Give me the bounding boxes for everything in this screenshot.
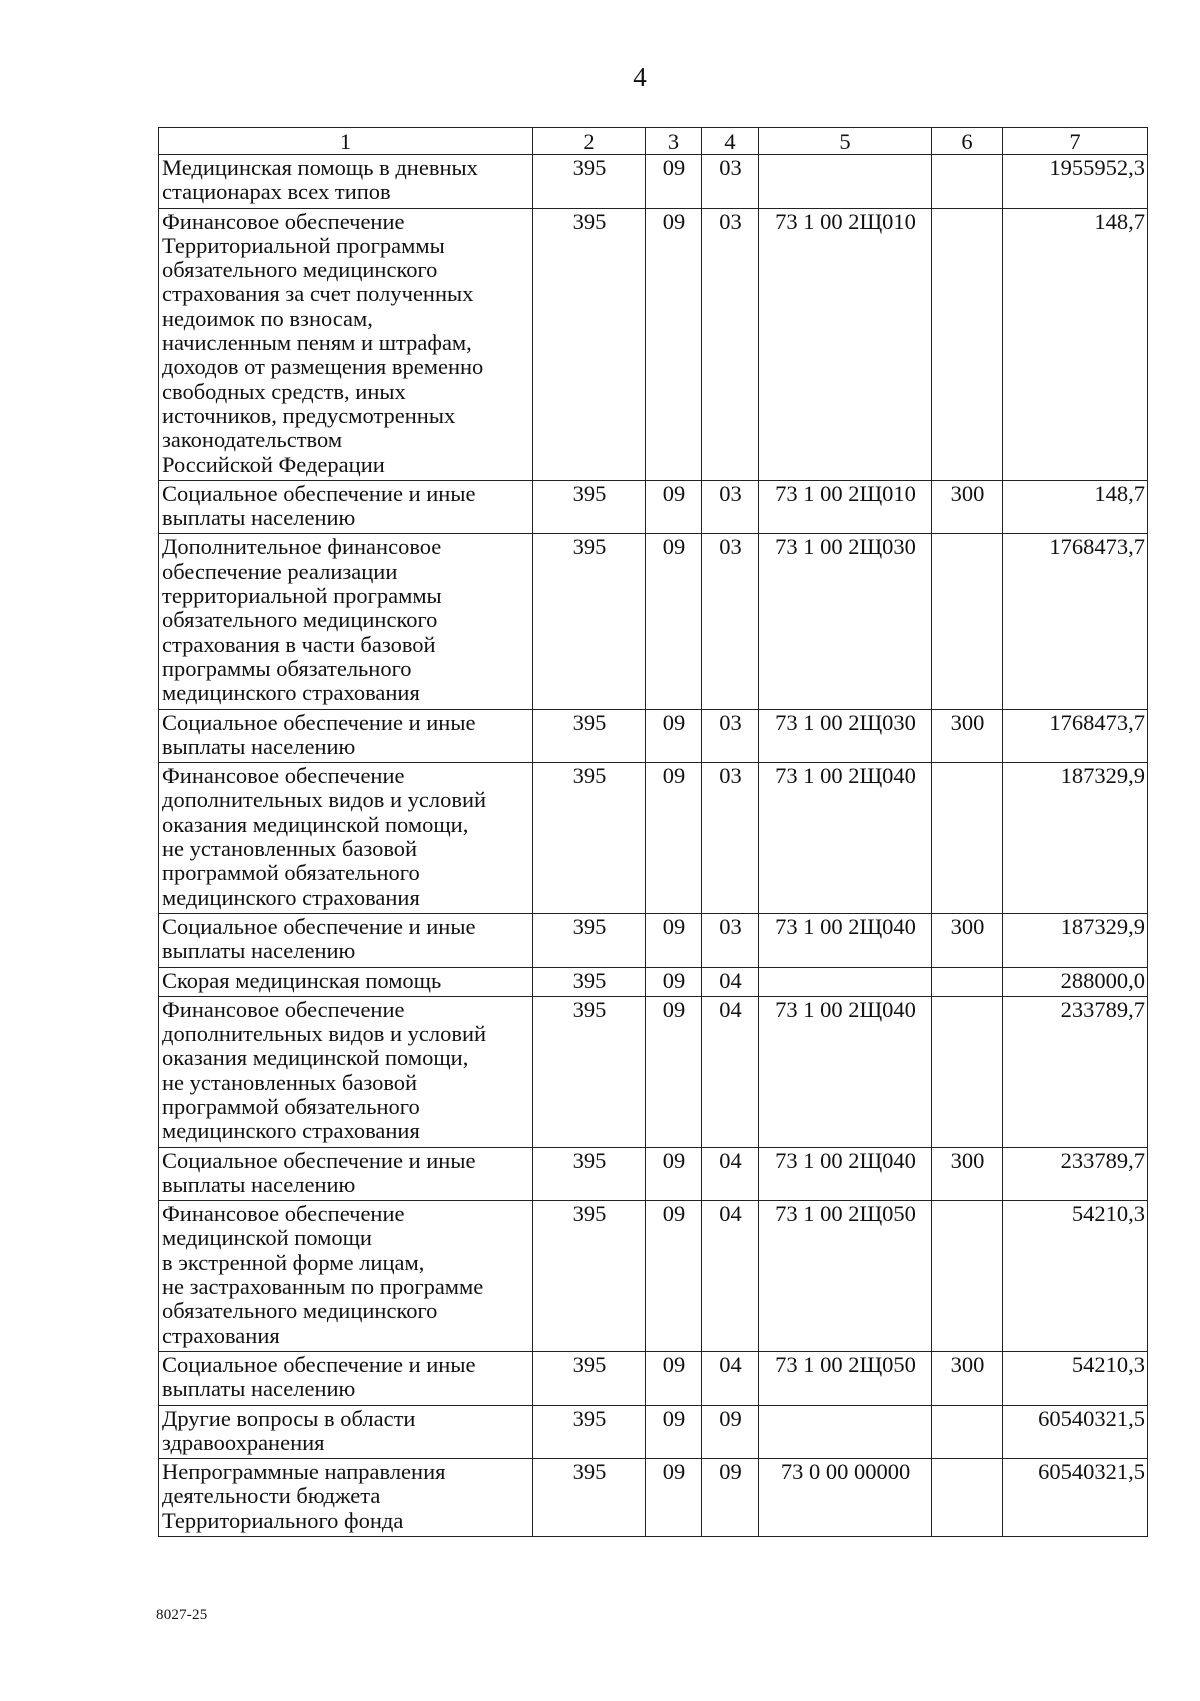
column-4-cell: 03 — [702, 913, 759, 967]
column-4-cell: 04 — [702, 1351, 759, 1405]
column-6-cell — [932, 155, 1003, 209]
column-6-cell — [932, 1405, 1003, 1459]
table-body — [159, 155, 1148, 1537]
row-name-line: дополнительных видов и условий — [162, 787, 487, 813]
column-4-cell: 04 — [702, 996, 759, 1147]
row-name-line: оказания медицинской помощи, — [162, 1045, 469, 1071]
row-name-line: обязательного медицинского — [162, 1298, 438, 1324]
row-name-cell — [159, 534, 533, 709]
column-2-cell: 395 — [533, 1459, 646, 1537]
column-5-cell: 73 1 00 2Щ030 — [759, 534, 932, 709]
column-3-cell: 09 — [646, 709, 702, 763]
row-name-line: законодательством — [162, 427, 343, 453]
budget-table — [158, 127, 1148, 1537]
table-row — [159, 763, 1148, 914]
column-4-cell: 03 — [702, 763, 759, 914]
row-name-cell — [159, 1201, 533, 1352]
column-6-cell — [932, 763, 1003, 914]
row-name-line: Территориальной программы — [162, 232, 445, 258]
row-name-line: страхования в части базовой — [162, 631, 436, 657]
amount-cell: 148,7 — [1003, 208, 1148, 480]
row-name-line: стационарах всех типов — [162, 179, 391, 205]
column-3-cell: 09 — [646, 155, 702, 209]
column-4-cell: 09 — [702, 1459, 759, 1537]
column-5-cell: 73 1 00 2Щ010 — [759, 480, 932, 534]
row-name-line: медицинской помощи — [162, 1225, 372, 1251]
row-name-line: оказания медицинской помощи, — [162, 811, 469, 837]
row-name-line: Социальное обеспечение и иные — [162, 913, 476, 939]
table-row — [159, 1405, 1148, 1459]
row-name-line: Социальное обеспечение и иные — [162, 1351, 476, 1377]
column-header: 7 — [1003, 128, 1148, 155]
row-name-cell — [159, 1147, 533, 1201]
row-name-cell — [159, 763, 533, 914]
amount-cell: 1768473,7 — [1003, 534, 1148, 709]
column-3-cell: 09 — [646, 1147, 702, 1201]
row-name-line: программой обязательного — [162, 1093, 420, 1119]
row-name-line: не установленных базовой — [162, 1069, 418, 1095]
row-name-cell — [159, 996, 533, 1147]
row-name-line: страхования за счет полученных — [162, 281, 474, 307]
column-6-cell — [932, 967, 1003, 996]
column-2-cell: 395 — [533, 480, 646, 534]
column-3-cell: 09 — [646, 1351, 702, 1405]
column-6-cell — [932, 534, 1003, 709]
row-name-line: выплаты населению — [162, 938, 356, 964]
column-6-cell: 300 — [932, 1147, 1003, 1201]
row-name-line: территориальной программы — [162, 583, 442, 609]
column-2-cell: 395 — [533, 967, 646, 996]
amount-cell: 54210,3 — [1003, 1351, 1148, 1405]
column-6-cell — [932, 1201, 1003, 1352]
column-2-cell: 395 — [533, 1201, 646, 1352]
column-6-cell — [932, 208, 1003, 480]
table-row — [159, 208, 1148, 480]
amount-cell: 187329,9 — [1003, 913, 1148, 967]
column-3-cell: 09 — [646, 763, 702, 914]
row-name-line: медицинского страхования — [162, 884, 420, 910]
column-2-cell: 395 — [533, 763, 646, 914]
column-5-cell — [759, 155, 932, 209]
row-name-line: доходов от размещения временно — [162, 354, 484, 380]
row-name-line: Социальное обеспечение и иные — [162, 1147, 476, 1173]
row-name-cell — [159, 1351, 533, 1405]
row-name-cell — [159, 709, 533, 763]
row-name-line: деятельности бюджета — [162, 1483, 381, 1509]
row-name-line: медицинского страхования — [162, 1118, 420, 1144]
column-5-cell: 73 1 00 2Щ040 — [759, 763, 932, 914]
column-5-cell: 73 1 00 2Щ050 — [759, 1351, 932, 1405]
row-name-line: не застрахованным по программе — [162, 1274, 484, 1300]
column-3-cell: 09 — [646, 1201, 702, 1352]
column-4-cell: 04 — [702, 1201, 759, 1352]
column-6-cell — [932, 1459, 1003, 1537]
row-name-line: свободных средств, иных — [162, 378, 406, 404]
column-6-cell: 300 — [932, 480, 1003, 534]
table-row — [159, 155, 1148, 209]
amount-cell: 60540321,5 — [1003, 1405, 1148, 1459]
column-2-cell: 395 — [533, 534, 646, 709]
table-row — [159, 1351, 1148, 1405]
table-row — [159, 534, 1148, 709]
row-name-cell — [159, 967, 533, 996]
row-name-cell — [159, 1459, 533, 1537]
document-code: 8027-25 — [156, 1607, 208, 1623]
column-4-cell: 03 — [702, 709, 759, 763]
row-name-line: выплаты населению — [162, 1171, 356, 1197]
column-4-cell: 04 — [702, 967, 759, 996]
table-row — [159, 996, 1148, 1147]
row-name-line: дополнительных видов и условий — [162, 1021, 487, 1047]
amount-cell: 1955952,3 — [1003, 155, 1148, 209]
column-5-cell — [759, 1405, 932, 1459]
amount-cell: 187329,9 — [1003, 763, 1148, 914]
row-name-line: программы обязательного — [162, 655, 412, 681]
row-name-line: выплаты населению — [162, 733, 356, 759]
row-name-line: Финансовое обеспечение — [162, 1201, 405, 1227]
row-name-line: медицинского страхования — [162, 680, 420, 706]
column-4-cell: 09 — [702, 1405, 759, 1459]
table-row — [159, 1459, 1148, 1537]
column-3-cell: 09 — [646, 1459, 702, 1537]
column-2-cell: 395 — [533, 155, 646, 209]
column-header: 5 — [759, 128, 932, 155]
row-name-line: не установленных базовой — [162, 836, 418, 862]
row-name-line: Непрограммные направления — [162, 1459, 446, 1485]
row-name-line: Территориального фонда — [162, 1507, 404, 1533]
column-header: 3 — [646, 128, 702, 155]
amount-cell: 54210,3 — [1003, 1201, 1148, 1352]
row-name-cell — [159, 155, 533, 209]
page-number: 4 — [633, 62, 647, 92]
row-name-line: Дополнительное финансовое — [162, 534, 442, 560]
column-3-cell: 09 — [646, 1405, 702, 1459]
column-2-cell: 395 — [533, 208, 646, 480]
row-name-line: программой обязательного — [162, 860, 420, 886]
row-name-line: выплаты населению — [162, 1376, 356, 1402]
row-name-line: Финансовое обеспечение — [162, 763, 405, 789]
column-4-cell: 03 — [702, 208, 759, 480]
row-name-line: обязательного медицинского — [162, 607, 438, 633]
row-name-line: Другие вопросы в области — [162, 1405, 416, 1431]
row-name-line: выплаты населению — [162, 505, 356, 531]
column-4-cell: 03 — [702, 480, 759, 534]
column-3-cell: 09 — [646, 208, 702, 480]
table-row — [159, 1201, 1148, 1352]
column-6-cell: 300 — [932, 913, 1003, 967]
row-name-line: начисленным пеням и штрафам, — [162, 330, 472, 356]
amount-cell: 148,7 — [1003, 480, 1148, 534]
row-name-cell — [159, 913, 533, 967]
column-4-cell: 03 — [702, 534, 759, 709]
column-3-cell: 09 — [646, 534, 702, 709]
column-2-cell: 395 — [533, 1405, 646, 1459]
column-header: 4 — [702, 128, 759, 155]
row-name-line: источников, предусмотренных — [162, 402, 456, 428]
row-name-line: Социальное обеспечение и иные — [162, 709, 476, 735]
amount-cell: 60540321,5 — [1003, 1459, 1148, 1537]
column-header: 2 — [533, 128, 646, 155]
column-6-cell: 300 — [932, 709, 1003, 763]
row-name-line: здравоохранения — [162, 1429, 325, 1455]
amount-cell: 288000,0 — [1003, 967, 1148, 996]
row-name-line: в экстренной форме лицам, — [162, 1249, 425, 1275]
column-header: 6 — [932, 128, 1003, 155]
column-header: 1 — [159, 128, 533, 155]
table-row — [159, 967, 1148, 996]
table-header-row — [159, 128, 1148, 155]
column-3-cell: 09 — [646, 913, 702, 967]
column-2-cell: 395 — [533, 913, 646, 967]
row-name-line: обязательного медицинского — [162, 257, 438, 283]
column-3-cell: 09 — [646, 967, 702, 996]
amount-cell: 233789,7 — [1003, 996, 1148, 1147]
row-name-line: Финансовое обеспечение — [162, 208, 405, 234]
row-name-cell — [159, 1405, 533, 1459]
table-row — [159, 480, 1148, 534]
column-4-cell: 04 — [702, 1147, 759, 1201]
column-2-cell: 395 — [533, 1351, 646, 1405]
column-5-cell: 73 1 00 2Щ040 — [759, 1147, 932, 1201]
amount-cell: 233789,7 — [1003, 1147, 1148, 1201]
row-name-line: Скорая медицинская помощь — [162, 967, 442, 993]
column-4-cell: 03 — [702, 155, 759, 209]
column-3-cell: 09 — [646, 480, 702, 534]
table-row — [159, 709, 1148, 763]
table-row — [159, 913, 1148, 967]
column-2-cell: 395 — [533, 1147, 646, 1201]
column-5-cell — [759, 967, 932, 996]
row-name-line: Российской Федерации — [162, 451, 385, 477]
column-6-cell — [932, 996, 1003, 1147]
column-2-cell: 395 — [533, 709, 646, 763]
row-name-line: страхования — [162, 1322, 280, 1348]
row-name-line: Медицинская помощь в дневных — [162, 155, 478, 180]
row-name-line: Финансовое обеспечение — [162, 996, 405, 1022]
column-6-cell: 300 — [932, 1351, 1003, 1405]
column-3-cell: 09 — [646, 996, 702, 1147]
row-name-line: обеспечение реализации — [162, 558, 398, 584]
column-2-cell: 395 — [533, 996, 646, 1147]
column-5-cell: 73 1 00 2Щ010 — [759, 208, 932, 480]
amount-cell: 1768473,7 — [1003, 709, 1148, 763]
row-name-cell — [159, 480, 533, 534]
column-5-cell: 73 1 00 2Щ040 — [759, 913, 932, 967]
row-name-line: Социальное обеспечение и иные — [162, 480, 476, 506]
column-5-cell: 73 1 00 2Щ030 — [759, 709, 932, 763]
column-5-cell: 73 0 00 00000 — [759, 1459, 932, 1537]
row-name-cell — [159, 208, 533, 480]
column-5-cell: 73 1 00 2Щ050 — [759, 1201, 932, 1352]
table-row — [159, 1147, 1148, 1201]
row-name-line: недоимок по взносам, — [162, 305, 373, 331]
column-5-cell: 73 1 00 2Щ040 — [759, 996, 932, 1147]
